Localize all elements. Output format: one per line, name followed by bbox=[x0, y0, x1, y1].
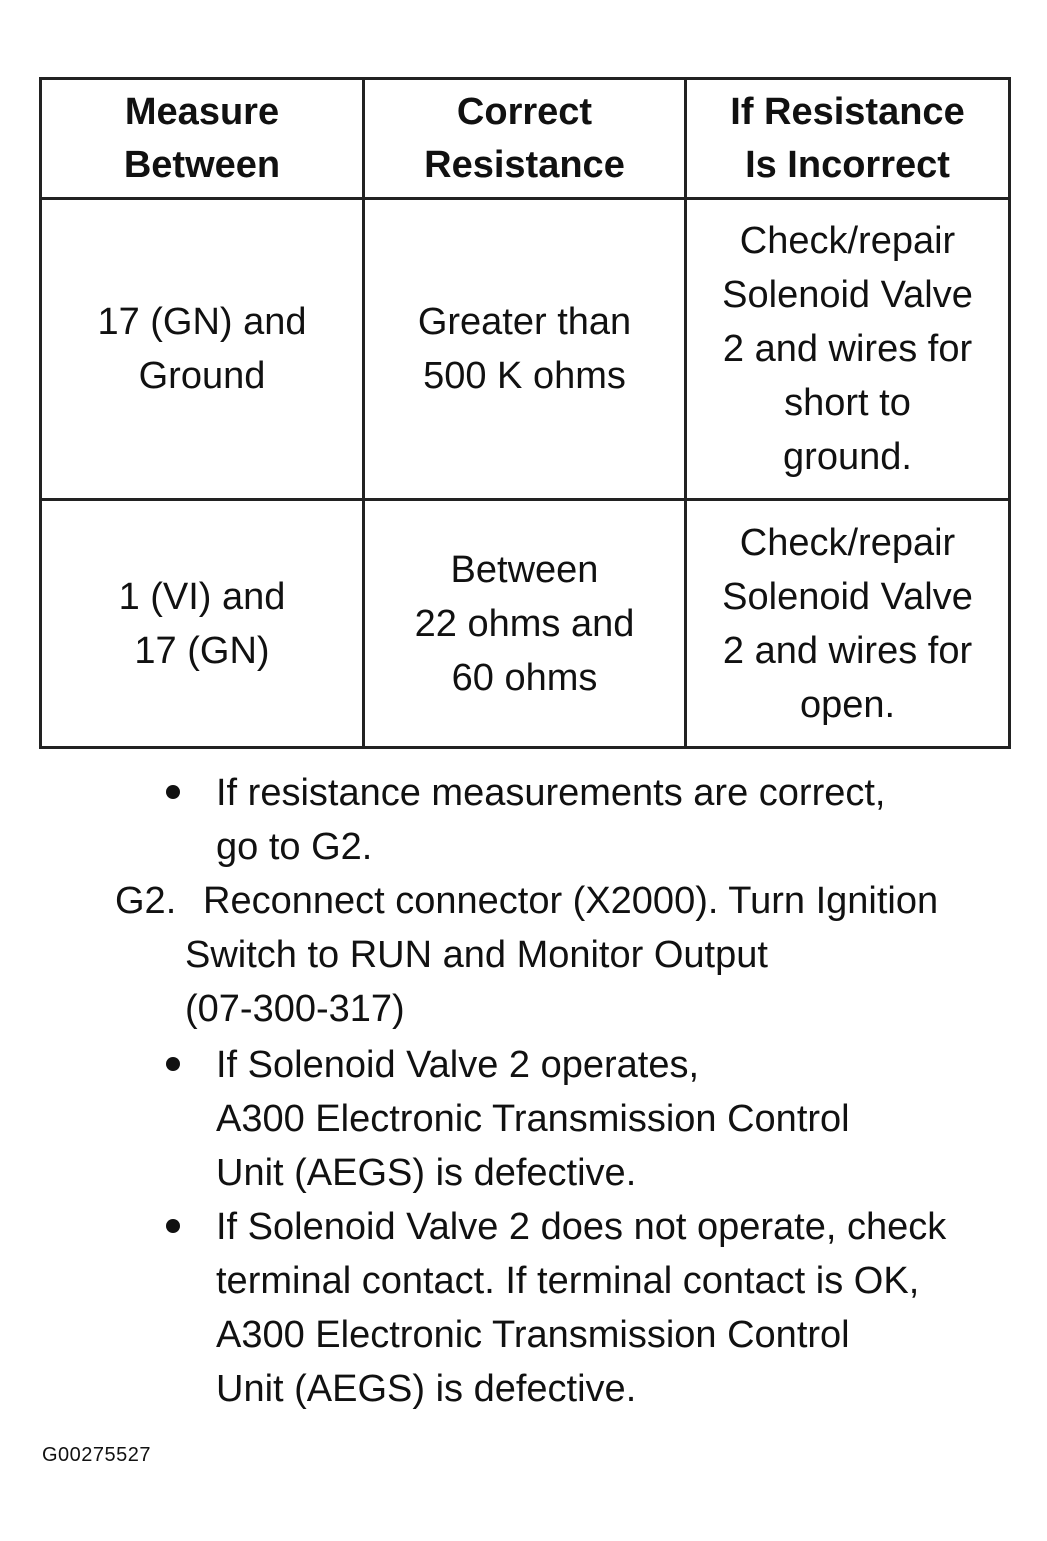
bullet-marker bbox=[166, 1219, 180, 1233]
step-g2-line-3: (07-300-317) bbox=[185, 988, 405, 1030]
table-cell-resistance: Greater than 500 K ohms bbox=[364, 199, 686, 500]
header-if-incorrect: If Resistance Is Incorrect bbox=[686, 79, 1010, 199]
table-row bbox=[41, 199, 1010, 500]
table-cell-action: Check/repair Solenoid Valve 2 and wires for open. bbox=[686, 500, 1010, 748]
bullet-2-line-2: A300 Electronic Transmission Control bbox=[216, 1098, 850, 1140]
table-cell-measure: 17 (GN) and Ground bbox=[41, 199, 364, 500]
bullet-3-line-3: A300 Electronic Transmission Control bbox=[216, 1314, 850, 1356]
bullet-3-line-4: Unit (AEGS) is defective. bbox=[216, 1368, 637, 1410]
table-cell-resistance: Between 22 ohms and 60 ohms bbox=[364, 500, 686, 748]
step-g2-label: G2. bbox=[115, 880, 177, 922]
header-measure-between: Measure Between bbox=[41, 79, 364, 199]
bullet-marker bbox=[166, 785, 180, 799]
bullet-2-line-1: If Solenoid Valve 2 operates, bbox=[216, 1044, 700, 1086]
bullet-3-line-1: If Solenoid Valve 2 does not operate, check bbox=[216, 1206, 947, 1248]
step-g2-line-1: Reconnect connector (X2000). Turn Ignition bbox=[203, 880, 939, 922]
bullet-marker bbox=[166, 1057, 180, 1071]
table-cell-action: Check/repair Solenoid Valve 2 and wires for short to ground. bbox=[686, 199, 1010, 500]
resistance-table bbox=[39, 77, 1011, 749]
table-cell-measure: 1 (VI) and 17 (GN) bbox=[41, 500, 364, 748]
bullet-1-line-2: go to G2. bbox=[216, 826, 373, 868]
figure-id: G00275527 bbox=[42, 1444, 152, 1466]
step-g2-line-2: Switch to RUN and Monitor Output bbox=[185, 934, 768, 976]
header-correct-resistance: Correct Resistance bbox=[364, 79, 686, 199]
table-header-row bbox=[41, 79, 1010, 199]
bullet-3-line-2: terminal contact. If terminal contact is OK, bbox=[216, 1260, 920, 1302]
bullet-1-line-1: If resistance measurements are correct, bbox=[216, 772, 886, 814]
table-row bbox=[41, 500, 1010, 748]
bullet-2-line-3: Unit (AEGS) is defective. bbox=[216, 1152, 637, 1194]
